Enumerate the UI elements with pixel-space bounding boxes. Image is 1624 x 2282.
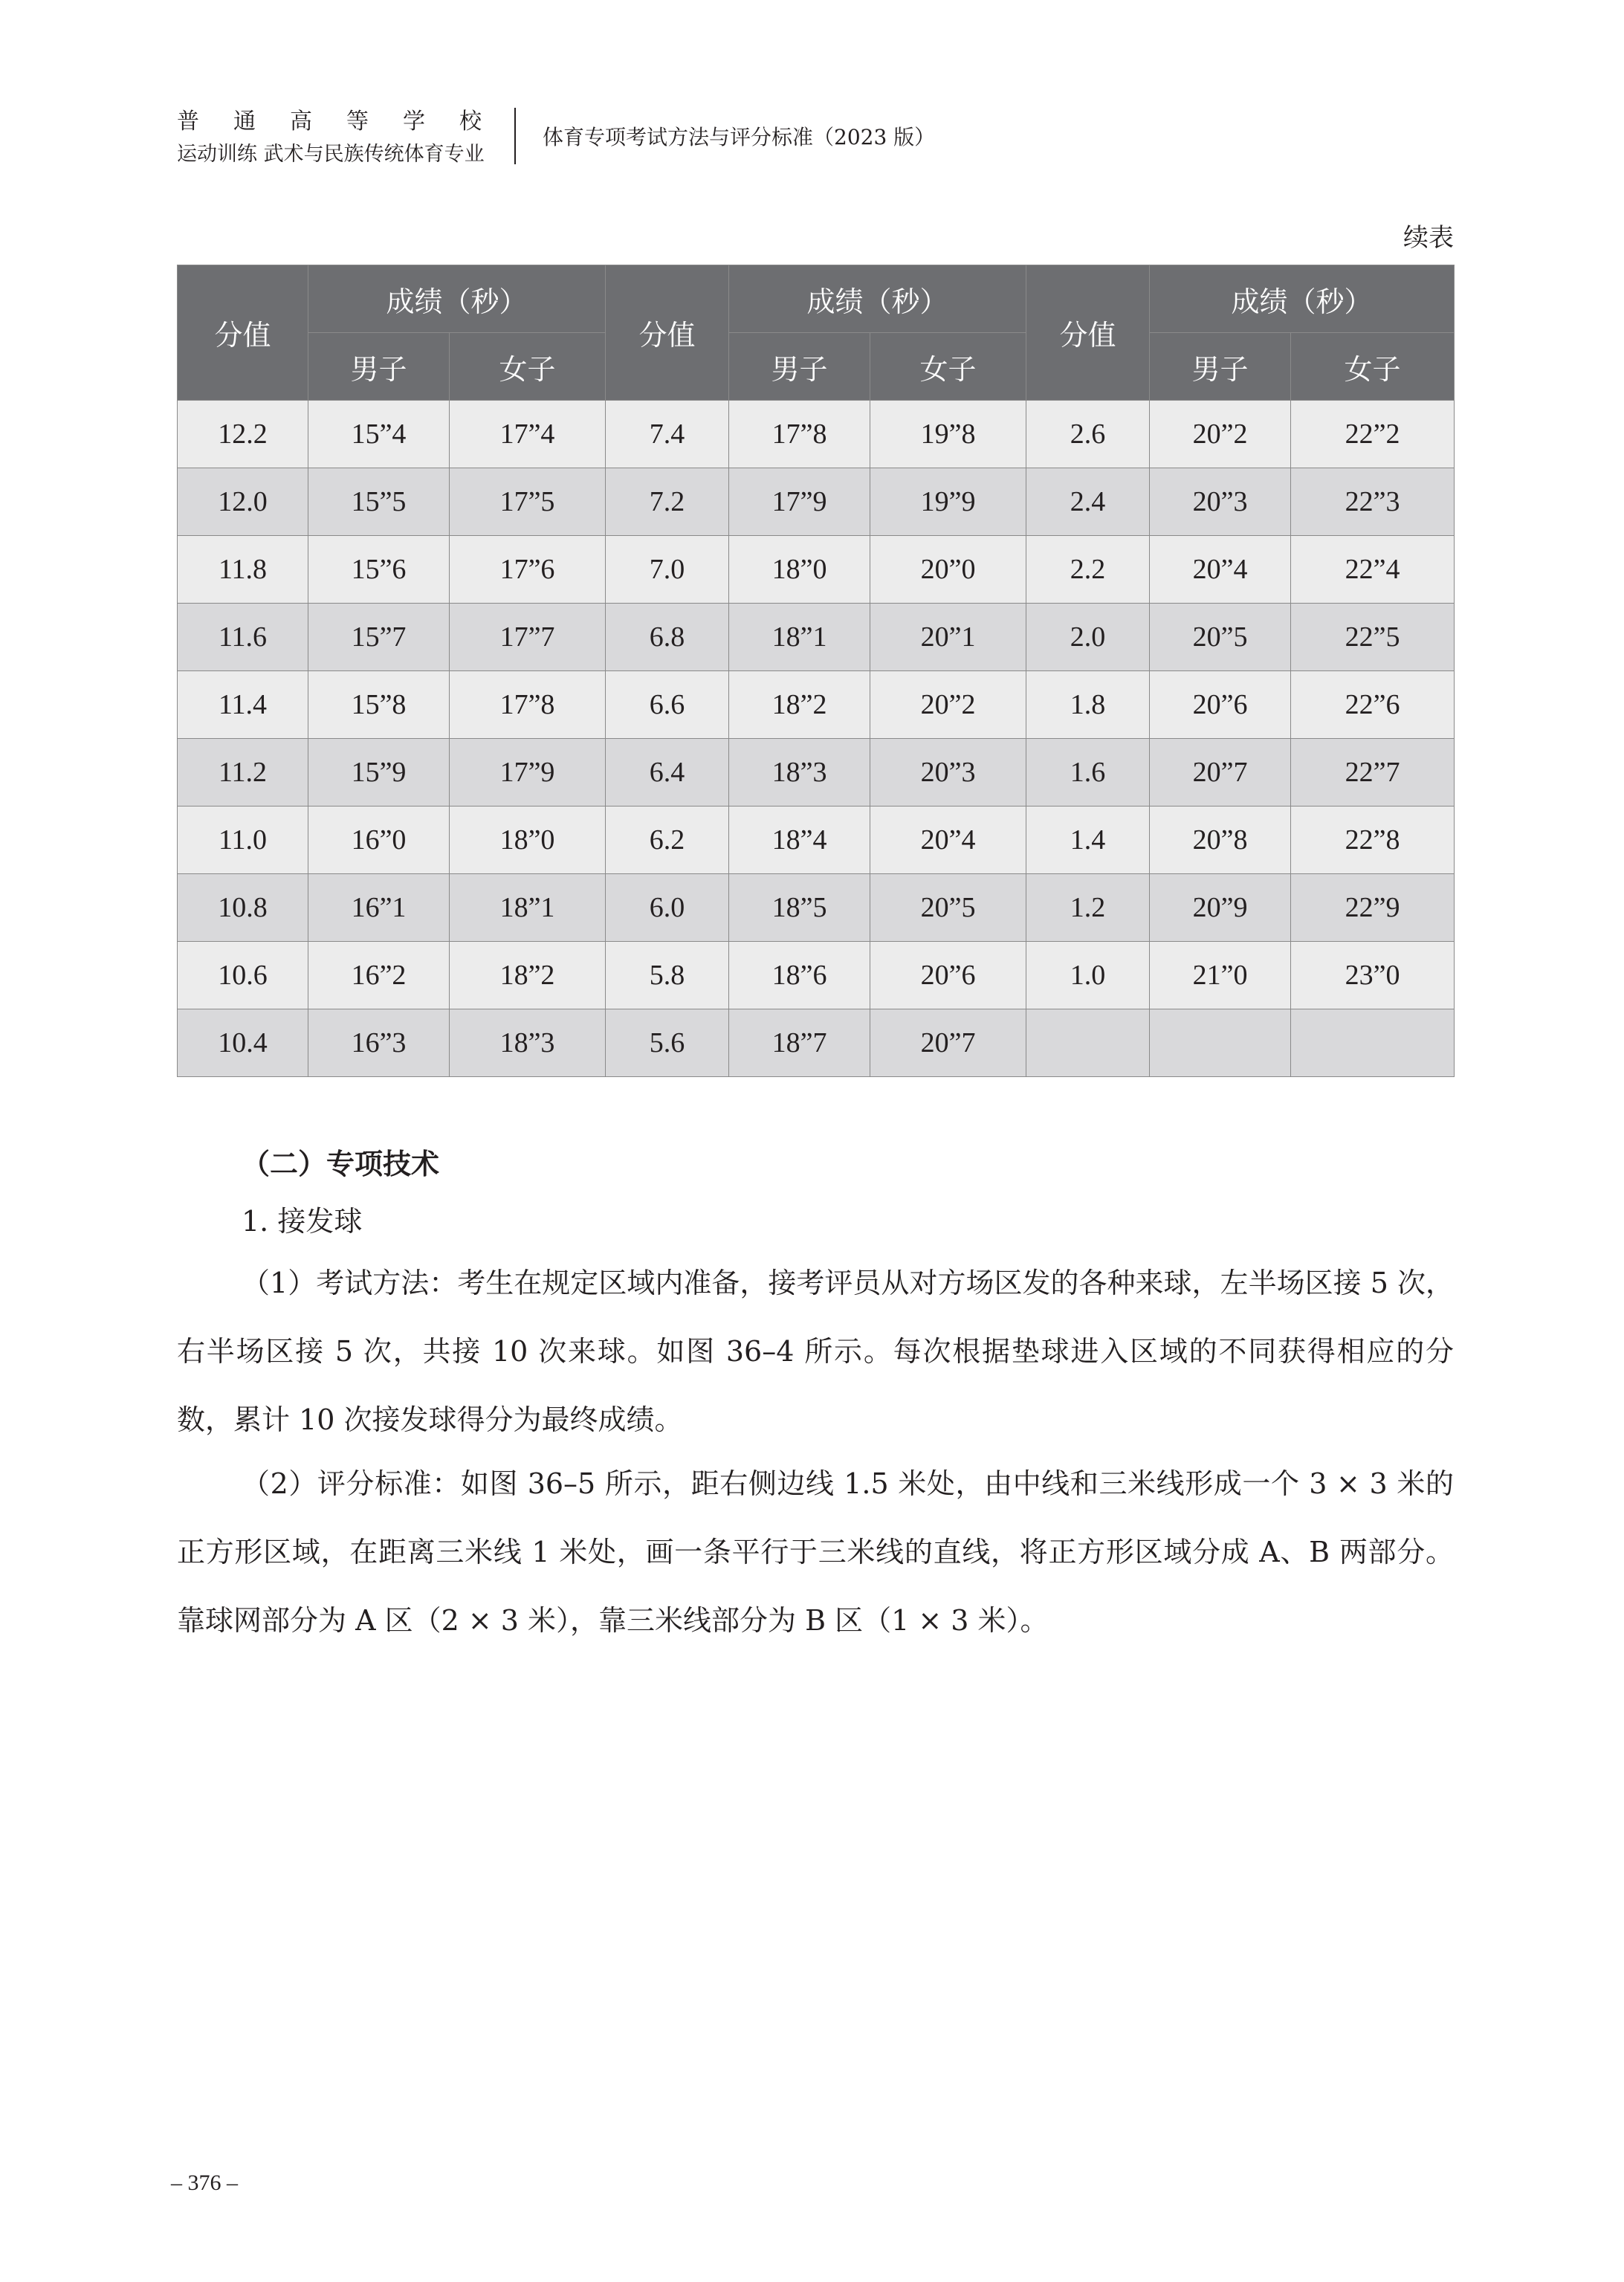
score-cell: 7.2: [606, 468, 729, 536]
male-time-cell: 20”4: [1150, 536, 1291, 604]
male-time-cell: 18”7: [729, 1009, 870, 1077]
score-cell: [1026, 1009, 1150, 1077]
male-time-cell: 21”0: [1150, 942, 1291, 1009]
score-cell: 7.4: [606, 401, 729, 468]
score-cell: 2.4: [1026, 468, 1150, 536]
score-cell: 2.2: [1026, 536, 1150, 604]
female-time-cell: 20”0: [870, 536, 1026, 604]
female-time-cell: 18”3: [450, 1009, 606, 1077]
header-female: 女子: [870, 333, 1026, 401]
series-subtitle: 运动训练 武术与民族传统体育专业: [177, 143, 485, 166]
female-time-cell: 20”7: [870, 1009, 1026, 1077]
male-time-cell: 16”1: [308, 874, 450, 942]
female-time-cell: 20”3: [870, 739, 1026, 807]
female-time-cell: 22”8: [1291, 807, 1455, 874]
female-time-cell: 22”6: [1291, 671, 1455, 739]
score-cell: 6.4: [606, 739, 729, 807]
score-cell: 6.0: [606, 874, 729, 942]
score-cell: 7.0: [606, 536, 729, 604]
score-cell: 11.2: [178, 739, 308, 807]
score-cell: 1.8: [1026, 671, 1150, 739]
table-row: [178, 536, 1455, 604]
female-time-cell: 18”2: [450, 942, 606, 1009]
series-char: 学: [403, 109, 425, 135]
paragraph: （2）评分标准：如图 36–5 所示，距右侧边线 1.5 米处，由中线和三米线形成一个 3 × 3 米的正方形区域，在距离三米线 1 米处，画一条平行于三米线的直线，将正方形区域分成 A、B 两部分。靠球网部分为 A 区（2 × 3 米），靠三米线部分为 B 区（1 × 3 米）。: [177, 1467, 1454, 1637]
male-time-cell: 15”8: [308, 671, 450, 739]
series-char: 等: [346, 109, 369, 135]
section-title: （二）专项技术: [242, 1147, 440, 1180]
male-time-cell: 20”2: [1150, 401, 1291, 468]
male-time-cell: 18”2: [729, 671, 870, 739]
male-time-cell: 20”9: [1150, 874, 1291, 942]
female-time-cell: 23”0: [1291, 942, 1455, 1009]
header-male: 男子: [729, 333, 870, 401]
score-cell: 12.0: [178, 468, 308, 536]
male-time-cell: 18”1: [729, 604, 870, 671]
table-body: [178, 401, 1455, 1077]
female-time-cell: 22”5: [1291, 604, 1455, 671]
female-time-cell: 17”5: [450, 468, 606, 536]
male-time-cell: 16”0: [308, 807, 450, 874]
male-time-cell: 20”3: [1150, 468, 1291, 536]
table-row: [178, 604, 1455, 671]
paragraph: （1）考试方法：考生在规定区域内准备，接考评员从对方场区发的各种来球，左半场区接 5 次，右半场区接 5 次，共接 10 次来球。如图 36–4 所示。每次根据垫球进入区域的不同获得相应的分数，累计 10 次接发球得分为最终成绩。: [177, 1267, 1454, 1436]
score-cell: 2.6: [1026, 401, 1150, 468]
male-time-cell: 15”9: [308, 739, 450, 807]
table-row: [178, 401, 1455, 468]
series-char: 通: [233, 109, 256, 135]
female-time-cell: 19”9: [870, 468, 1026, 536]
score-cell: 6.8: [606, 604, 729, 671]
header-score: 分值: [1026, 265, 1150, 401]
male-time-cell: 18”0: [729, 536, 870, 604]
female-time-cell: 22”9: [1291, 874, 1455, 942]
series-char: 普: [177, 109, 199, 135]
item-title: 1. 接发球: [242, 1205, 363, 1238]
female-time-cell: 18”1: [450, 874, 606, 942]
table-row: [178, 942, 1455, 1009]
table-row: [178, 468, 1455, 536]
male-time-cell: 15”4: [308, 401, 450, 468]
female-time-cell: 22”4: [1291, 536, 1455, 604]
female-time-cell: 20”2: [870, 671, 1026, 739]
female-time-cell: 20”6: [870, 942, 1026, 1009]
header-result: 成绩（秒）: [308, 265, 606, 333]
running-header-left: [177, 108, 485, 170]
header-result: 成绩（秒）: [1150, 265, 1455, 333]
male-time-cell: 18”4: [729, 807, 870, 874]
score-cell: 12.2: [178, 401, 308, 468]
male-time-cell: 15”6: [308, 536, 450, 604]
male-time-cell: 18”5: [729, 874, 870, 942]
male-time-cell: 20”6: [1150, 671, 1291, 739]
score-cell: 11.6: [178, 604, 308, 671]
score-cell: 2.0: [1026, 604, 1150, 671]
header-male: 男子: [308, 333, 450, 401]
male-time-cell: 16”3: [308, 1009, 450, 1077]
female-time-cell: 17”8: [450, 671, 606, 739]
table-row: [178, 739, 1455, 807]
male-time-cell: 17”9: [729, 468, 870, 536]
header-score: 分值: [606, 265, 729, 401]
score-cell: 5.6: [606, 1009, 729, 1077]
female-time-cell: 20”4: [870, 807, 1026, 874]
table-row: [178, 1009, 1455, 1077]
score-cell: 10.4: [178, 1009, 308, 1077]
score-cell: 1.6: [1026, 739, 1150, 807]
female-time-cell: 18”0: [450, 807, 606, 874]
female-time-cell: 19”8: [870, 401, 1026, 468]
page-number: – 376 –: [171, 2171, 238, 2195]
score-cell: 11.0: [178, 807, 308, 874]
male-time-cell: 20”7: [1150, 739, 1291, 807]
male-time-cell: 18”3: [729, 739, 870, 807]
female-time-cell: 17”7: [450, 604, 606, 671]
header-male: 男子: [1150, 333, 1291, 401]
female-time-cell: 22”3: [1291, 468, 1455, 536]
female-time-cell: 17”4: [450, 401, 606, 468]
male-time-cell: 15”5: [308, 468, 450, 536]
female-time-cell: 22”7: [1291, 739, 1455, 807]
score-cell: 1.2: [1026, 874, 1150, 942]
female-time-cell: 17”9: [450, 739, 606, 807]
book-title: 体育专项考试方法与评分标准（2023 版）: [543, 125, 936, 149]
male-time-cell: 17”8: [729, 401, 870, 468]
continued-label: 续表: [1403, 223, 1454, 253]
score-cell: 6.2: [606, 807, 729, 874]
score-cell: 6.6: [606, 671, 729, 739]
table-row: [178, 874, 1455, 942]
header-female: 女子: [1291, 333, 1455, 401]
series-title: [177, 108, 482, 136]
female-time-cell: 17”6: [450, 536, 606, 604]
score-cell: 1.0: [1026, 942, 1150, 1009]
score-cell: 10.6: [178, 942, 308, 1009]
score-cell: 10.8: [178, 874, 308, 942]
header-divider: [514, 108, 516, 164]
series-char: 校: [459, 109, 482, 135]
male-time-cell: 16”2: [308, 942, 450, 1009]
score-table: [177, 265, 1455, 1077]
score-cell: 11.4: [178, 671, 308, 739]
male-time-cell: 20”5: [1150, 604, 1291, 671]
table-header: [178, 265, 1455, 401]
male-time-cell: 18”6: [729, 942, 870, 1009]
header-score: 分值: [178, 265, 308, 401]
header-female: 女子: [450, 333, 606, 401]
female-time-cell: [1291, 1009, 1455, 1077]
male-time-cell: 20”8: [1150, 807, 1291, 874]
female-time-cell: 20”1: [870, 604, 1026, 671]
score-cell: 11.8: [178, 536, 308, 604]
female-time-cell: 22”2: [1291, 401, 1455, 468]
male-time-cell: [1150, 1009, 1291, 1077]
male-time-cell: 15”7: [308, 604, 450, 671]
header-result: 成绩（秒）: [729, 265, 1026, 333]
score-cell: 5.8: [606, 942, 729, 1009]
table-row: [178, 807, 1455, 874]
female-time-cell: 20”5: [870, 874, 1026, 942]
table-row: [178, 671, 1455, 739]
series-char: 高: [290, 109, 312, 135]
score-cell: 1.4: [1026, 807, 1150, 874]
